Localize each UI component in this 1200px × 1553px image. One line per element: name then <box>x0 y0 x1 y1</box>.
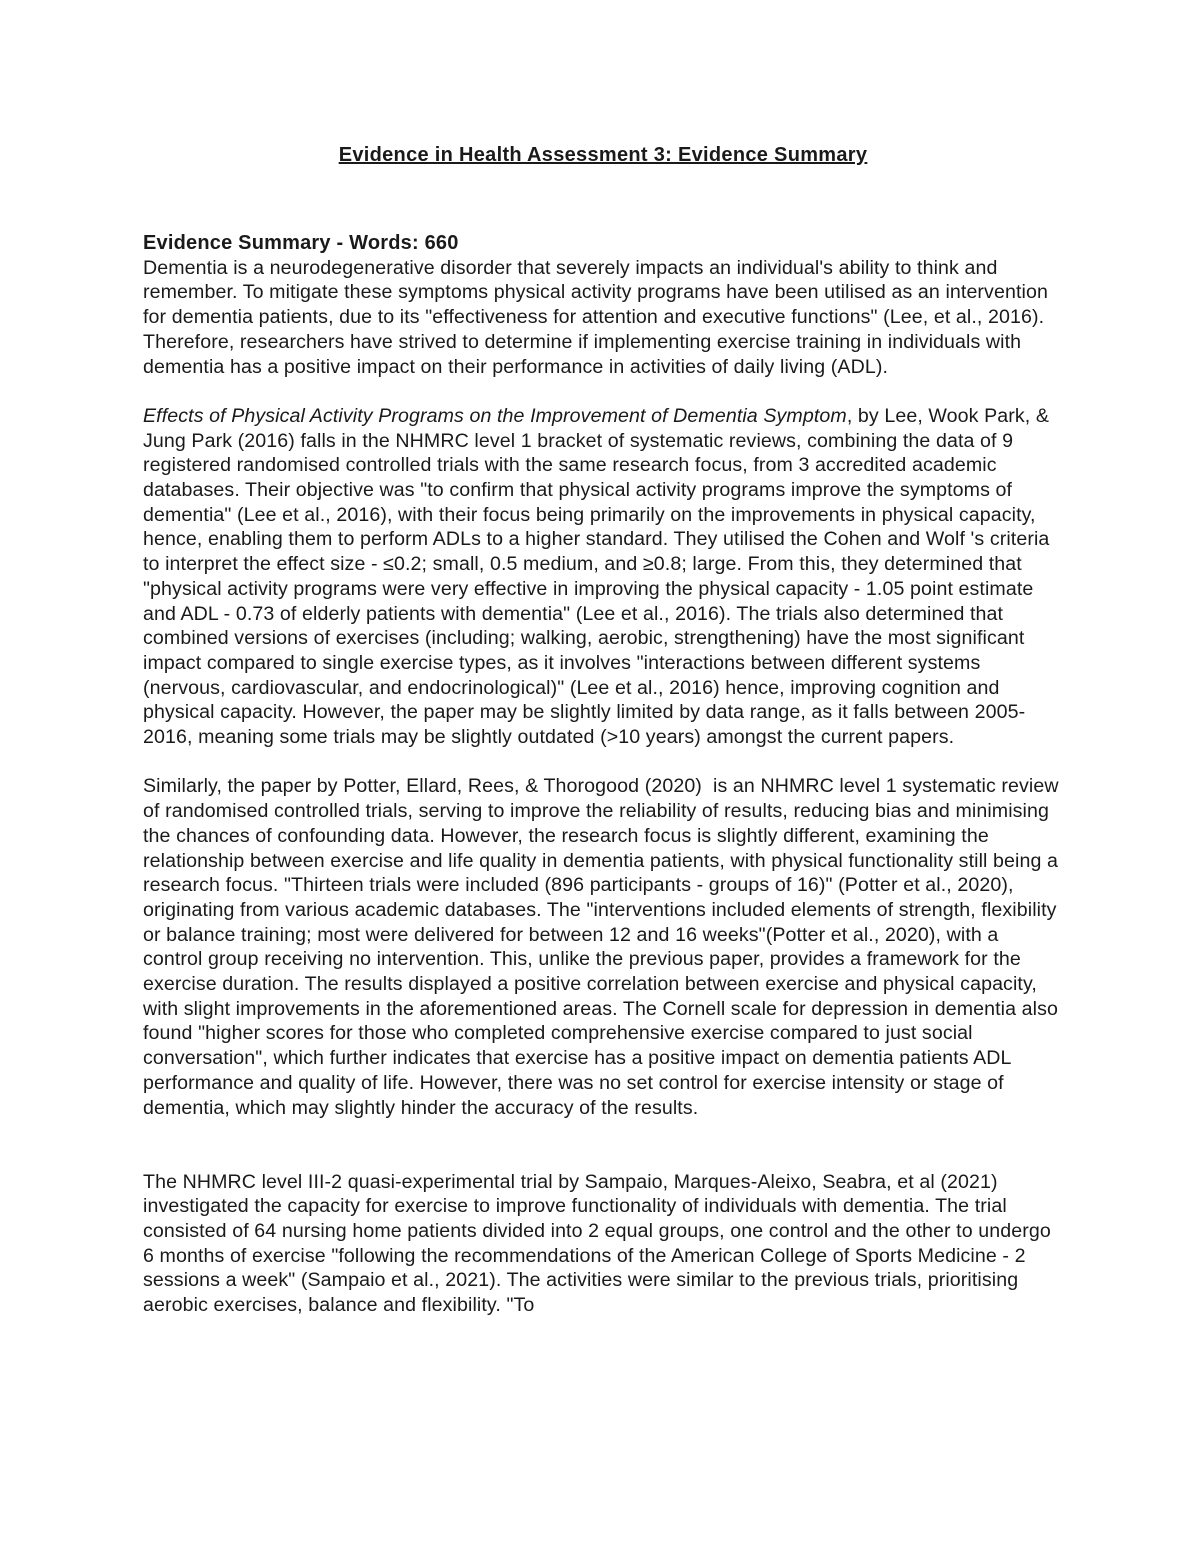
document-title: Evidence in Health Assessment 3: Evidence Summary <box>338 144 868 166</box>
paragraph-sampaio-trial: The NHMRC level III-2 quasi-experimental trial by Sampaio, Marques-Aleixo, Seabra, et al (2021) investigated the capacity for exercise to improve functionality of individuals with dementia. The trial consisted of 64 nursing home patients divided into 2 equal groups, one control and the other to undergo 6 months of exercise "following the recommendations of the American College of Sports Medicine - 2 sessions a week" (Sampaio et al., 2021). The activities were similar to the previous trials, prioritising aerobic exercises, balance and flexibility. "To <box>143 1170 1057 1317</box>
paragraph-potter-review: Similarly, the paper by Potter, Ellard, Rees, & Thorogood (2020) is an NHMRC level 1 systematic review of randomised controlled trials, serving to improve the reliability of results, reducing bias and minimising the chances of confounding data. However, the research focus is slightly different, examining the relationship between exercise and life quality in dementia patients, with physical functionality still being a research focus. "Thirteen trials were included (896 participants - groups of 16)" (Potter et al., 2020), originating from various academic databases. The "interventions included elements of strength, flexibility or balance training; most were delivered for between 12 and 16 weeks"(Potter et al., 2020), with a control group receiving no intervention. This, unlike the previous paper, provides a framework for the exercise duration. The results displayed a positive correlation between exercise and physical capacity, with slight improvements in the aforementioned areas. The Cornell scale for depression in dementia also found "higher scores for those who completed comprehensive exercise compared to just social conversation", which further indicates that exercise has a positive impact on dementia patients ADL performance and quality of life. However, there was no set control for exercise intensity or stage of dementia, which may slightly hinder the accuracy of the results. <box>143 775 1065 1119</box>
document-page <box>143 141 1063 1318</box>
paragraph-lee-review <box>143 404 1063 750</box>
paragraph-lee-review-text: , by Lee, Wook Park, & Jung Park (2016) falls in the NHMRC level 1 bracket of systematic reviews, combining the data of 9 registered randomised controlled trials with the same research focus, from 3 accredited academic databases. Their objective was "to confirm that physical activity programs improve the symptoms of dementia" (Lee et al., 2016), with their focus being primarily on the improvements in physical capacity, hence, enabling them to perform ADLs to a higher standard. They utilised the Cohen and Wolf 's criteria to interpret the effect size - ≤0.2; small, 0.5 medium, and ≥0.8; large. From this, they determined that "physical activity programs were very effective in improving the physical capacity - 1.05 point estimate and ADL - 0.73 of elderly patients with dementia" (Lee et al., 2016). The trials also determined that combined versions of exercises (including; walking, aerobic, strengthening) have the most significant impact compared to single exercise types, as it involves "interactions between different systems (nervous, cardiovascular, and endocrinological)" (Lee et al., 2016) hence, improving cognition and physical capacity. However, the paper may be slightly limited by data range, as it falls between 2005-2016, meaning some trials may be slightly outdated (>10 years) amongst the current papers. <box>143 404 1055 749</box>
paragraph-intro: Dementia is a neurodegenerative disorder that severely impacts an individual's ability to think and remember. To mitigate these symptoms physical activity programs have been utilised as an intervention for dementia patients, due to its "effectiveness for attention and executive functions" (Lee, et al., 2016). Therefore, researchers have strived to determine if implementing exercise training in individuals with dementia has a positive impact on their performance in activities of daily living (ADL). <box>143 256 1054 378</box>
paper-title-italic: Effects of Physical Activity Programs on the Improvement of Dementia Symptom <box>143 404 847 427</box>
section-heading: Evidence Summary - Words: 660 <box>143 232 459 254</box>
